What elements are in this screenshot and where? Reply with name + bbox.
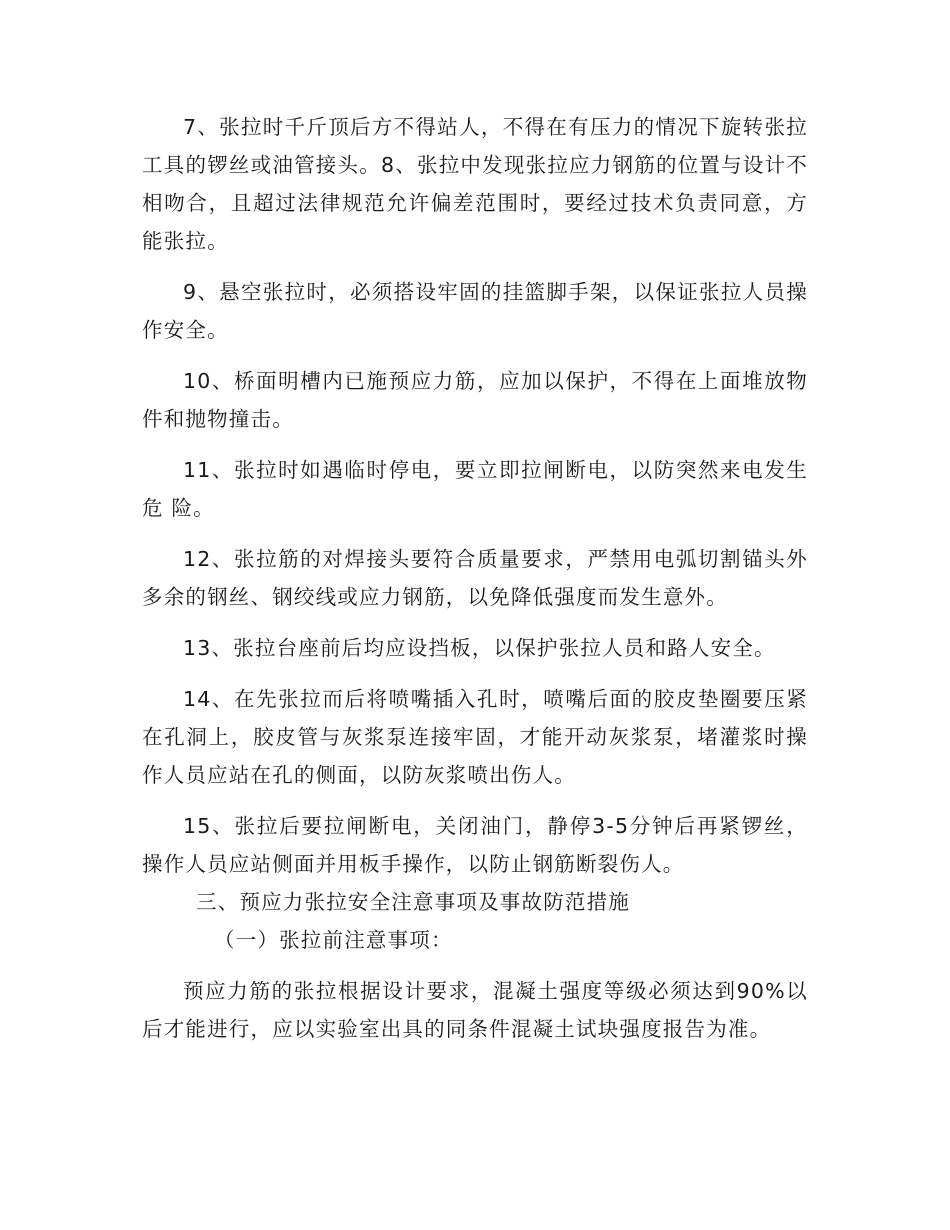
paragraph-item-10: 10、桥面明槽内已施预应力筋，应加以保护，不得在上面堆放物件和抛物撞击。 [142,369,808,431]
section-heading: 三、预应力张拉安全注意事项及事故防范措施 [196,890,630,914]
paragraph-item-15: 15、张拉后要拉闸断电，关闭油门，静停3-5分钟后再紧锣丝，操作人员应站侧面并用板手操作，以防止钢筋断裂伤人。 [142,814,808,876]
paragraph-item-9: 9、悬空张拉时，必须搭设牢固的挂篮脚手架，以保证张拉人员操作安全。 [142,280,808,342]
paragraph-item-13: 13、张拉台座前后均应设挡板，以保护张拉人员和路人安全。 [183,636,776,660]
paragraph-item-11: 11、张拉时如遇临时停电，要立即拉闸断电，以防突然来电发生危 险。 [142,458,808,520]
paragraph-item-7-8: 7、张拉时千斤顶后方不得站人，不得在有压力的情况下旋转张拉工具的锣丝或油管接头。8、张拉中发现张拉应力钢筋的位置与设计不相吻合，且超过法律规范允许偏差范围时，要经过技术负责同意，方能张拉。 [142,115,808,253]
paragraph-item-12: 12、张拉筋的对焊接头要符合质量要求，严禁用电弧切割锚头外多余的钢丝、钢绞线或应力钢筋，以免降低强度而发生意外。 [142,547,808,609]
document-page [142,108,808,1048]
paragraph-item-14: 14、在先张拉而后将喷嘴插入孔时，喷嘴后面的胶皮垫圈要压紧在孔洞上，胶皮管与灰浆泵连接牢固，才能开动灰浆泵，堵灌浆时操作人员应站在孔的侧面，以防灰浆喷出伤人。 [142,687,808,787]
subsection-heading: （一）张拉前注意事项： [214,928,453,952]
final-paragraph: 预应力筋的张拉根据设计要求，混凝土强度等级必须达到90%以后才能进行，应以实验室出具的同条件混凝土试块强度报告为准。 [142,979,808,1041]
